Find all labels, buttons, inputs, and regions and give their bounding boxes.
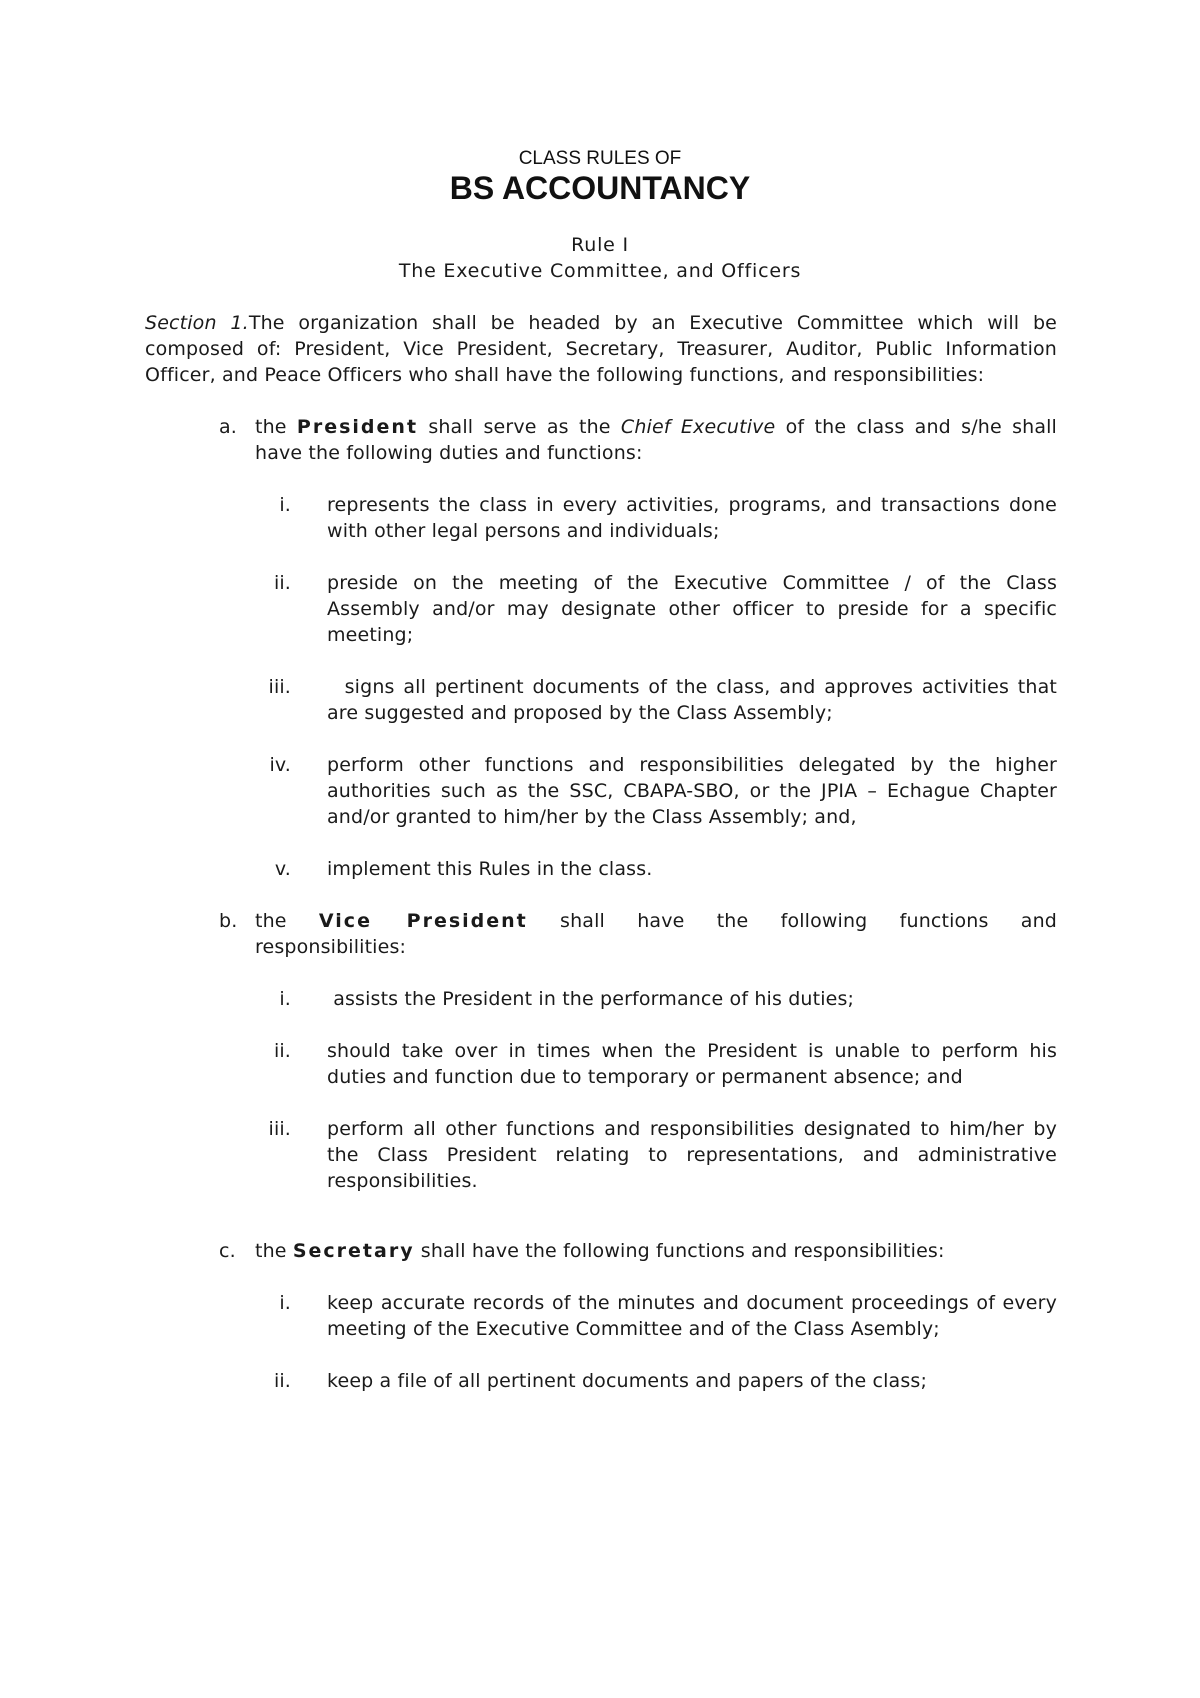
duty-item [145,1038,1057,1090]
officer-role-secretary: Secretary [292,1240,415,1262]
officer-text: of the class and s/he shall have the following duties and functions: [255,416,1057,464]
section-1-paragraph [145,310,1057,388]
duty-number: i. [279,988,291,1010]
officer-role-vice-president: Vice President [318,910,528,932]
duty-item [145,856,1057,882]
section-1-text: The organization shall be headed by an Executive Committee which will be composed of: President, Vice President, Secretary, Treasurer, Auditor, Public Information Officer, and Peace Officers who shall have the following functions, and responsibilities: [145,312,1057,386]
chief-executive-term: Chief Executive [620,416,776,438]
duty-text: perform other functions and responsibilities delegated by the higher authorities such as the SSC, CBAPA-SBO, or the JPIA – Echague Chapter and/or granted to him/her by the Class Assembly; and, [327,754,1057,828]
duty-text: keep a file of all pertinent documents and papers of the class; [327,1370,927,1392]
duty-item [145,752,1057,830]
item-letter: a. [219,416,237,438]
officer-vice-president [145,908,1057,960]
duty-text: represents the class in every activities, programs, and transactions done with other legal persons and individuals; [327,494,1057,542]
duty-text: assists the President in the performance of his duties; [327,988,855,1010]
officer-text: shall have the following functions and responsibilities: [255,910,1057,958]
title-prefix: CLASS RULES OF [518,148,682,169]
officer-text: the [255,910,319,932]
duty-number: iv. [269,754,291,776]
section-1-label: Section 1. [145,312,249,334]
item-letter: c. [219,1240,236,1262]
duty-number: i. [279,494,291,516]
item-letter: b. [219,910,238,932]
officer-text: shall have the following functions and responsibilities: [414,1240,945,1262]
duty-text: keep accurate records of the minutes and document proceedings of every meeting of the Executive Committee and of the Class Asembly; [327,1292,1057,1340]
officer-secretary [145,1238,1057,1264]
officer-role-president: President [296,416,419,438]
duty-item [145,570,1057,648]
duty-number: ii. [273,572,291,594]
duty-text: perform all other functions and responsibilities designated to him/her by the Class President relating to representations, and administrative responsibilities. [327,1118,1057,1192]
duty-text: implement this Rules in the class. [327,858,653,880]
officer-text: the [255,416,297,438]
duty-item [145,674,1064,726]
duty-item [145,492,1057,544]
duty-number: v. [274,858,291,880]
rule-title: The Executive Committee, and Officers [398,260,802,282]
duty-text: signs all pertinent documents of the class, and approves activities that are suggested and proposed by the Class Assembly; [327,676,1064,724]
duty-number: iii. [268,676,291,698]
officer-president [145,414,1057,466]
officer-text: the [255,1240,293,1262]
duty-number: ii. [273,1040,291,1062]
duty-item [145,1290,1057,1342]
duty-number: iii. [268,1118,291,1140]
rule-number: Rule I [571,234,629,256]
duty-number: ii. [273,1370,291,1392]
document-body [145,310,1064,1420]
duty-item [145,1116,1057,1194]
duty-text: preside on the meeting of the Executive Committee / of the Class Assembly and/or may designate other officer to preside for a specific meeting; [327,572,1057,646]
title-main: BS ACCOUNTANCY [449,170,751,206]
duty-text: should take over in times when the President is unable to perform his duties and function due to temporary or permanent absence; and [327,1040,1057,1088]
officer-text: shall serve as the [418,416,621,438]
duty-number: i. [279,1292,291,1314]
duty-item [145,986,1057,1012]
duty-item [145,1368,1057,1394]
